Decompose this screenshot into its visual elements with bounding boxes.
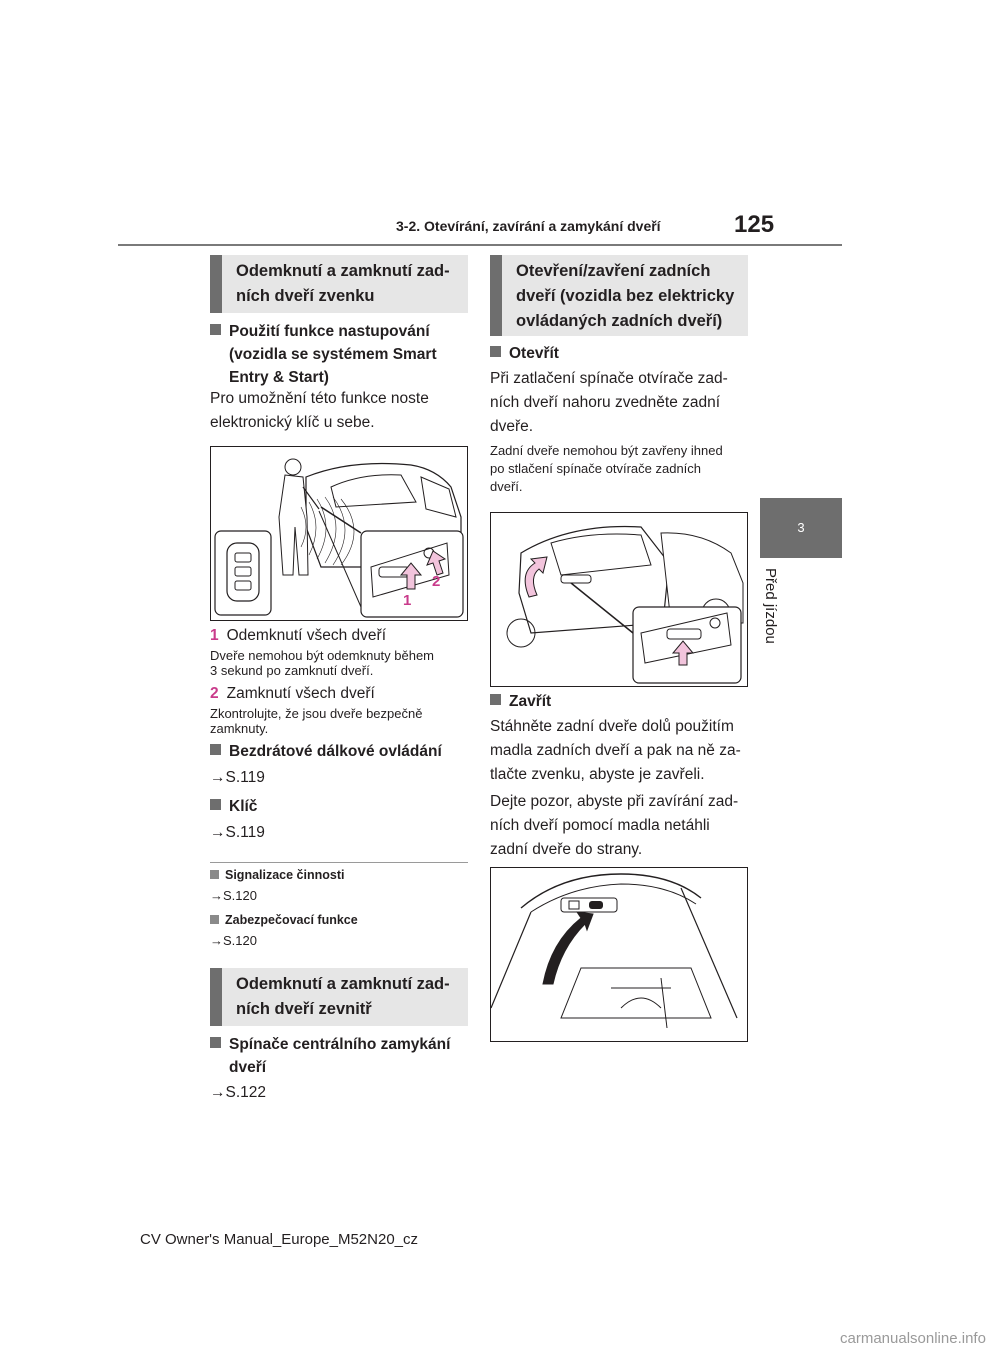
signal-ref[interactable]: →S.120 <box>210 888 257 903</box>
step-number: 1 <box>210 627 219 644</box>
square-bullet-icon <box>210 324 221 335</box>
box-title-line: dveří (vozidla bez elektricky <box>516 287 735 305</box>
open-heading: Otevřít <box>490 342 748 365</box>
manual-footer: CV Owner's Manual_Europe_M52N20_cz <box>140 1231 419 1248</box>
security-ref[interactable]: →S.120 <box>210 933 257 948</box>
page-number: 125 <box>734 211 775 238</box>
section-box-unlock-inside <box>210 968 468 1026</box>
figure-open-tailgate <box>490 512 748 687</box>
watermark: carmanualsonline.info <box>840 1330 986 1347</box>
security-heading: Zabezpečovací funkce <box>210 913 358 927</box>
section-title: 3-2. Otevírání, zavírání a zamykání dveří <box>396 218 661 234</box>
section-divider <box>210 862 468 863</box>
box-title-line: Odemknutí a zamknutí zad- <box>236 975 450 993</box>
close-caution-text: Dejte pozor, abyste při zavírání zad- ních dveří pomocí madla netáhli zadní dveře do strany. <box>490 793 739 858</box>
square-bullet-icon <box>210 799 221 810</box>
key-heading: Klíč <box>210 795 468 818</box>
wireless-remote-heading: Bezdrátové dálkové ovládání <box>210 740 468 763</box>
step-number: 2 <box>210 685 219 702</box>
step-1-note: Dveře nemohou být odemknuty během 3 sekund po zamknutí dveří. <box>210 648 435 678</box>
wireless-remote-ref[interactable]: →S.119 <box>210 769 265 786</box>
square-bullet-icon <box>210 1037 221 1048</box>
figure-smart-entry <box>210 446 468 621</box>
chapter-number: 3 <box>797 520 805 535</box>
open-tailgate-illustration <box>491 513 747 686</box>
open-note: Zadní dveře nemohou být zavřeny ihned po stlačení spínače otvírače zadních dveří. <box>490 443 723 494</box>
central-lock-ref[interactable]: →S.122 <box>210 1084 267 1101</box>
box-title-line: Odemknutí a zamknutí zad- <box>236 262 450 280</box>
square-bullet-icon <box>490 346 501 357</box>
square-bullet-icon <box>210 744 221 755</box>
entry-function-text: Pro umožnění této funkce noste elektronický klíč u sebe. <box>210 390 429 431</box>
square-bullet-icon <box>490 694 501 705</box>
box-title-line: ovládaných zadních dveří) <box>516 312 723 330</box>
close-tailgate-illustration <box>491 868 747 1041</box>
callout-1: 1 <box>403 592 412 609</box>
chapter-tab[interactable] <box>760 498 842 558</box>
chapter-label: Před jízdou <box>762 568 779 644</box>
header-rule <box>118 244 842 246</box>
signal-heading: Signalizace činnosti <box>210 868 344 882</box>
step-2-note: Zkontrolujte, že jsou dveře bezpečně zamknuty. <box>210 706 423 736</box>
section-box-unlock-outside <box>210 255 468 313</box>
section-box-open-close <box>490 255 748 336</box>
close-heading: Zavřít <box>490 690 748 713</box>
smart-entry-illustration <box>211 447 467 620</box>
step-1: 1 Odemknutí všech dveří <box>210 627 386 644</box>
figure-close-tailgate <box>490 867 748 1042</box>
key-ref[interactable]: →S.119 <box>210 824 265 841</box>
step-2: 2 Zamknutí všech dveří <box>210 685 375 702</box>
central-lock-heading: Spínače centrálního zamykání dveří <box>210 1033 468 1079</box>
box-title-line: Otevření/zavření zadních <box>516 262 711 280</box>
square-bullet-icon <box>210 915 219 924</box>
entry-function-heading: Použití funkce nastupování (vozidla se systémem Smart Entry & Start) <box>210 320 468 389</box>
open-text: Při zatlačení spínače otvírače zad- ních dveří nahoru zvedněte zadní dveře. <box>490 370 728 435</box>
square-bullet-icon <box>210 870 219 879</box>
box-title-line: ních dveří zvenku <box>236 287 375 305</box>
callout-2: 2 <box>432 573 441 590</box>
box-title-line: ních dveří zevnitř <box>236 1000 372 1018</box>
close-text: Stáhněte zadní dveře dolů použitím madla zadních dveří a pak na ně za- tlačte zvenku, abyste je zavřeli. <box>490 718 741 783</box>
